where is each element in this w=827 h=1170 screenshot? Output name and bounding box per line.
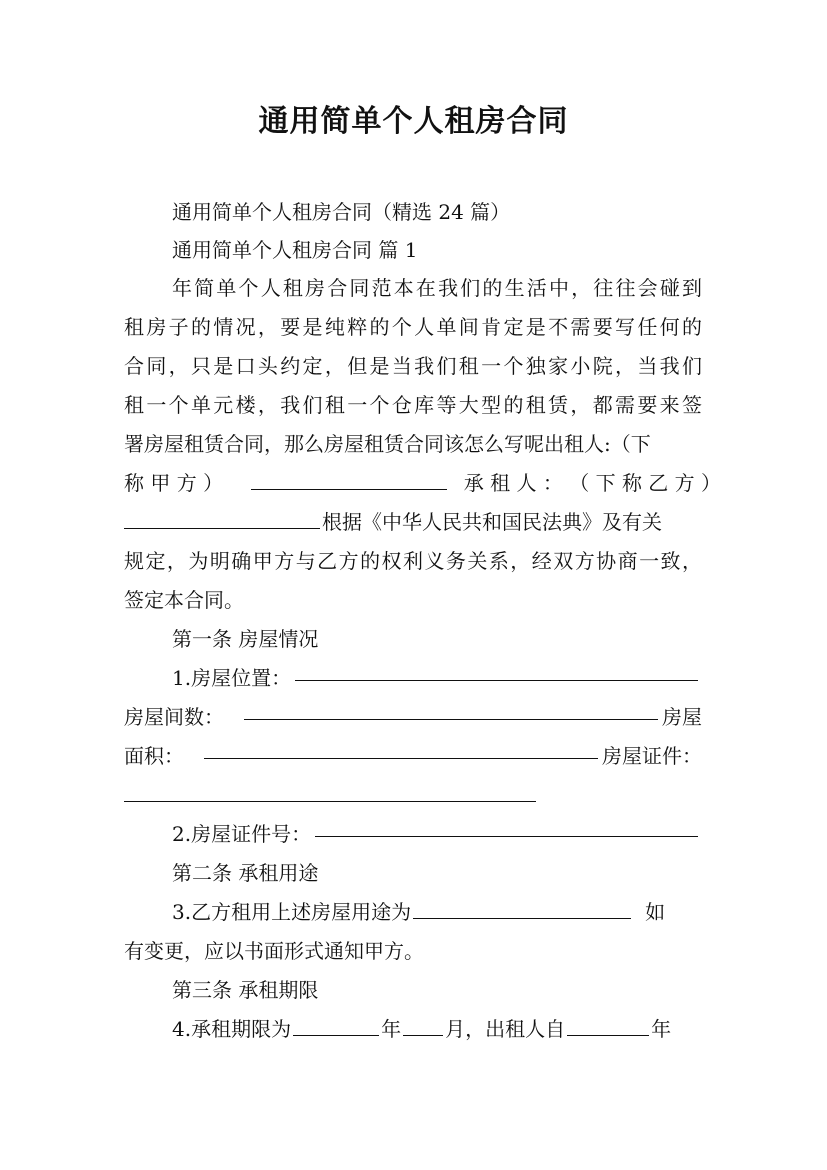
lessor-label: 称 甲 方 ） — [124, 471, 224, 495]
usage-change-note: 有变更，应以书面形式通知甲方。 — [124, 939, 424, 963]
house-cert-number-label: 2.房屋证件号： — [172, 822, 312, 846]
house-cert-blank — [124, 800, 536, 802]
house-location-row — [124, 658, 702, 698]
lease-term-label: 4.承租期限为 — [172, 1017, 292, 1041]
house-location-label: 1.房屋位置： — [172, 666, 292, 690]
lease-term-row — [124, 1009, 702, 1049]
house-cert-number-row — [124, 814, 702, 854]
lessor-blank — [251, 488, 447, 490]
lease-months-blank — [403, 1034, 443, 1036]
chapter-heading: 通用简单个人租房合同 篇 1 — [172, 238, 418, 262]
lessee-blank — [124, 527, 320, 529]
house-area-row — [124, 736, 702, 776]
house-area-label: 面积： — [124, 744, 184, 768]
house-area-prefix: 房屋 — [662, 705, 702, 729]
lease-year-unit: 年 — [381, 1017, 402, 1041]
lease-month-text: 月，出租人自 — [445, 1017, 566, 1041]
intro-line-law — [124, 502, 702, 542]
room-count-row — [124, 697, 702, 737]
lease-years-blank — [293, 1034, 379, 1036]
house-cert-label: 房屋证件： — [602, 744, 702, 768]
house-location-blank — [295, 680, 698, 681]
intro-line: 规定，为明确甲方与乙方的权利义务关系，经双方协商一致， — [124, 549, 702, 573]
lease-start-year-unit: 年 — [651, 1017, 672, 1041]
house-area-blank — [204, 758, 598, 759]
article-1-heading: 第一条 房屋情况 — [172, 627, 319, 651]
house-cert-number-blank — [315, 836, 698, 837]
usage-label: 3.乙方租用上述房屋用途为 — [172, 900, 412, 924]
usage-if: 如 — [645, 900, 666, 924]
intro-line: 合同，只是口头约定，但是当我们租一个独家小院，当我们 — [124, 354, 702, 378]
room-count-blank — [244, 719, 658, 720]
intro-line: 署房屋租赁合同，那么房屋租赁合同该怎么写呢出租人:（下 — [124, 432, 651, 456]
lease-start-year-blank — [567, 1034, 649, 1036]
article-2-heading: 第二条 承租用途 — [172, 861, 319, 885]
intro-line: 年简单个人租房合同范本在我们的生活中，往往会碰到 — [172, 276, 702, 300]
document-title: 通用简单个人租房合同 — [258, 104, 569, 139]
intro-line: 租一个单元楼，我们租一个仓库等大型的租赁，都需要来签 — [124, 393, 702, 417]
house-cert-row — [124, 775, 702, 815]
law-reference: 根据《中华人民共和国民法典》及有关 — [322, 510, 662, 534]
lessee-label: 承 租 人 ： （ 下 称 乙 方 ） — [463, 471, 722, 495]
intro-line: 租房子的情况，要是纯粹的个人单间肯定是不需要写任何的 — [124, 315, 702, 339]
article-3-heading: 第三条 承租期限 — [172, 978, 319, 1002]
intro-line-parties — [124, 463, 722, 503]
subtitle: 通用简单个人租房合同（精选 24 篇） — [172, 200, 511, 224]
usage-blank — [413, 917, 631, 919]
usage-row — [124, 892, 702, 932]
intro-line: 签定本合同。 — [124, 588, 244, 612]
room-count-label: 房屋间数： — [124, 705, 224, 729]
